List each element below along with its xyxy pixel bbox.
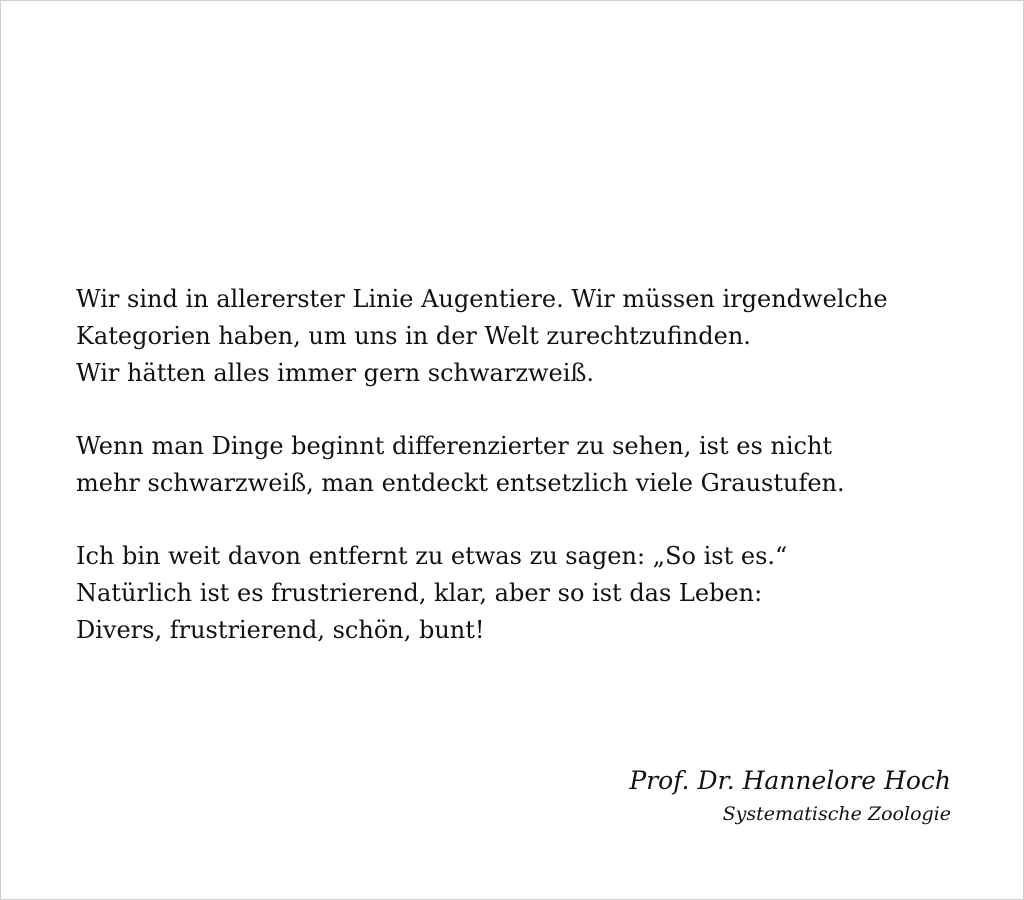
quote-line: Natürlich ist es frustrierend, klar, aber so ist das Leben: <box>76 579 763 607</box>
quote-paragraph-2 <box>76 428 976 502</box>
quote-line: Ich bin weit davon entfernt zu etwas zu sagen: „So ist es.“ <box>76 542 788 570</box>
author-name: Prof. Dr. Hannelore Hoch <box>629 766 951 795</box>
quote-line: mehr schwarzweiß, man entdeckt entsetzlich viele Graustufen. <box>76 469 845 497</box>
quote-line: Wenn man Dinge beginnt differenzierter zu sehen, ist es nicht <box>76 432 833 460</box>
quote-line: Divers, frustrierend, schön, bunt! <box>76 616 485 644</box>
author-department: Systematische Zoologie <box>722 803 951 825</box>
signature-block <box>629 763 951 829</box>
quote-text <box>76 281 976 685</box>
quote-line: Wir hätten alles immer gern schwarzweiß. <box>76 359 595 387</box>
quote-paragraph-3 <box>76 538 976 649</box>
quote-line: Wir sind in allererster Linie Augentiere. Wir müssen irgendwelche <box>76 285 888 313</box>
quote-paragraph-1 <box>76 281 976 392</box>
quote-line: Kategorien haben, um uns in der Welt zurechtzufinden. <box>76 322 751 350</box>
